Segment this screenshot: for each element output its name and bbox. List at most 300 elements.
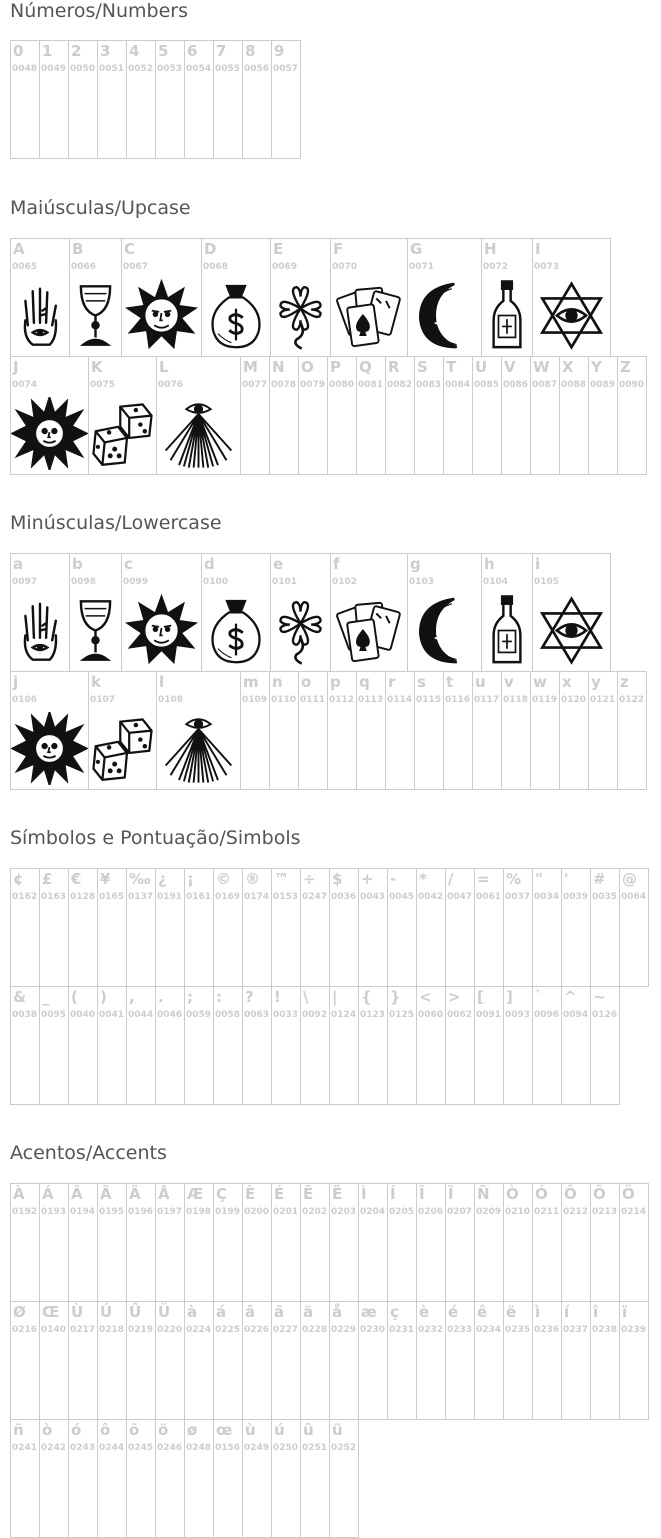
glyph-cell [69,238,122,357]
glyph-cell [387,1183,417,1302]
glyph-code: 0230 [360,1325,386,1335]
glyph-code: 0123 [360,1010,386,1020]
glyph-code: 0079 [300,380,326,390]
dice-icon [89,397,156,470]
glyph-code: 0120 [561,695,587,705]
glyph-code: 0042 [418,892,444,902]
glyph-character: Ø [13,1303,26,1321]
glyph-character: 2 [71,42,82,60]
glyph-character: $ [332,870,343,888]
glyph-code: 0096 [534,1010,560,1020]
glyph-cell [39,1419,69,1538]
glyph-code: 0054 [186,64,212,74]
glyph-code: 0193 [41,1207,67,1217]
glyph-character: x [562,673,572,691]
glyph-cell [501,671,531,790]
glyph-code: 0103 [409,577,435,587]
glyph-cell [300,1183,330,1302]
glyph-code: 0037 [505,892,531,902]
chalice-icon [70,594,121,667]
glyph-cell [481,238,533,357]
glyph-code: 0245 [128,1443,154,1453]
glyph-code: 0098 [71,577,97,587]
glyph-character: u [475,673,486,691]
glyph-code: 0055 [215,64,241,74]
glyph-cell [39,868,69,987]
glyph-character: Ú [100,1303,113,1321]
glyph-cell [271,1183,301,1302]
glyph-character: Ñ [477,1185,490,1203]
glyph-cell [213,1419,243,1538]
glyph-character: ö [158,1421,169,1439]
glyph-cell [184,1419,214,1538]
glyph-code: 0056 [244,64,270,74]
glyph-character: z [620,673,629,691]
glyph-code: 0242 [41,1443,67,1453]
glyph-code: 0227 [273,1325,299,1335]
glyph-code: 0073 [534,262,560,272]
glyph-code: 0224 [186,1325,212,1335]
glyph-character: + [361,870,374,888]
glyph-cell [10,553,70,672]
glyph-cell [68,1301,98,1420]
radiant-eye-icon [157,397,240,470]
glyph-code: 0161 [186,892,212,902]
glyph-cell [358,1183,388,1302]
glyph-character: F [333,240,344,258]
glyph-code: 0091 [476,1010,502,1020]
glyph-code: 0092 [302,1010,328,1020]
glyph-cell [242,1419,272,1538]
glyph-code: 0099 [123,577,149,587]
glyph-cell [474,1301,504,1420]
glyph-code: 0250 [273,1443,299,1453]
glyph-code: 0246 [157,1443,183,1453]
glyph-character: @ [622,870,637,888]
glyph-character: S [417,358,428,376]
glyph-cell [503,868,533,987]
glyph-cell [619,1301,649,1420]
glyph-code: 0239 [621,1325,647,1335]
glyph-cell [213,986,243,1105]
glyph-code: 0086 [503,380,529,390]
glyph-code: 0192 [12,1207,38,1217]
glyph-code: 0045 [389,892,415,902]
glyph-code: 0244 [99,1443,125,1453]
glyph-character: 7 [216,42,227,60]
glyph-cell [97,40,127,159]
glyph-code: 0211 [534,1207,560,1217]
glyph-character: Î [419,1185,425,1203]
glyph-code: 0174 [244,892,270,902]
glyph-cell [184,40,214,159]
glyph-cell [240,671,270,790]
glyph-cell [590,1301,620,1420]
glyph-cell [126,868,156,987]
glyph-code: 0235 [505,1325,531,1335]
potion-bottle-icon [482,279,532,352]
glyph-character: ; [187,988,193,1006]
glyph-character: 8 [245,42,256,60]
glyph-character: t [446,673,454,691]
glyph-cell [97,1301,127,1420]
glyph-cell [10,1301,40,1420]
glyph-character: Ù [71,1303,84,1321]
glyph-character: í [564,1303,570,1321]
glyph-code: 0108 [158,695,184,705]
glyph-code: 0038 [12,1010,38,1020]
glyph-code: 0204 [360,1207,386,1217]
glyph-code: 0036 [331,892,357,902]
glyph-character: s [417,673,426,691]
glyph-cell [532,238,611,357]
glyph-cell [201,238,271,357]
glyph-code: 0088 [561,380,587,390]
glyph-cell [213,40,243,159]
glyph-cell [358,1301,388,1420]
glyph-character: } [390,988,401,1006]
glyph-cell [155,40,185,159]
glyph-cell [414,671,444,790]
glyph-cell [271,1301,301,1420]
star-of-david-eye-icon [533,279,610,352]
chalice-icon [70,279,121,352]
glyph-cell [10,1419,40,1538]
glyph-cell [300,868,330,987]
blazing-sun-icon [11,712,88,785]
glyph-cell [121,553,202,672]
four-leaf-clover-icon [271,594,330,667]
glyph-cell [184,868,214,987]
glyph-cell [407,553,482,672]
glyph-code: 0049 [41,64,67,74]
glyph-character: f [333,555,340,573]
glyph-cell [387,986,417,1105]
blazing-sun-icon [11,397,88,470]
glyph-character: Ü [158,1303,171,1321]
glyph-code: 0217 [70,1325,96,1335]
glyph-character: q [359,673,370,691]
glyph-code: 0035 [592,892,618,902]
glyph-cell [242,868,272,987]
glyph-character: * [419,870,427,888]
star-of-david-eye-icon [533,594,610,667]
glyph-character: < [419,988,432,1006]
glyph-character: æ [361,1303,377,1321]
glyph-character: l [159,673,165,691]
glyph-cell [530,356,560,475]
glyph-code: 0062 [447,1010,473,1020]
glyph-code: 0226 [244,1325,270,1335]
glyph-cell [126,1419,156,1538]
glyph-cell [126,1183,156,1302]
glyph-cell [10,238,70,357]
glyph-character: r [388,673,396,691]
glyph-character: W [533,358,550,376]
glyph-cell [414,356,444,475]
glyph-code: 0140 [41,1325,67,1335]
glyph-character: ] [506,988,513,1006]
four-leaf-clover-icon [271,279,330,352]
glyph-character: L [159,358,169,376]
glyph-cell [559,356,589,475]
glyph-cell [213,1301,243,1420]
glyph-character: á [216,1303,227,1321]
glyph-character: # [593,870,606,888]
glyph-character: ò [42,1421,53,1439]
glyph-character: Ò [506,1185,519,1203]
glyph-character: Ì [361,1185,367,1203]
glyph-code: 0068 [203,262,229,272]
glyph-cell [201,553,271,672]
glyph-character: È [245,1185,256,1203]
glyph-cell [356,671,386,790]
glyph-character: , [129,988,135,1006]
glyph-cell [68,986,98,1105]
glyph-code: 0234 [476,1325,502,1335]
glyph-code: 0063 [244,1010,270,1020]
glyph-code: 0163 [41,892,67,902]
glyph-cell [271,1419,301,1538]
glyph-character: H [484,240,497,258]
glyph-character: p [330,673,341,691]
glyph-cell [358,986,388,1105]
glyph-cell [269,356,299,475]
glyph-code: 0089 [590,380,616,390]
glyph-code: 0061 [476,892,502,902]
glyph-character: ç [390,1303,399,1321]
glyph-character: ™ [274,870,289,888]
glyph-cell [385,671,415,790]
hamsa-hand-icon [11,594,69,667]
glyph-cell [561,986,591,1105]
glyph-character: Æ [187,1185,204,1203]
glyph-character: ø [187,1421,198,1439]
glyph-character: n [272,673,283,691]
glyph-character: Ç [216,1185,228,1203]
glyph-character: ì [535,1303,541,1321]
glyph-character: ê [477,1303,488,1321]
glyph-cell [330,553,408,672]
glyph-character: = [477,870,490,888]
glyph-cell [416,1183,446,1302]
glyph-code: 0040 [70,1010,96,1020]
glyph-character: : [216,988,222,1006]
glyph-cell [561,868,591,987]
glyph-cell [472,671,502,790]
glyph-code: 0047 [447,892,473,902]
section-title-numbers: Números/Numbers [10,0,188,22]
glyph-code: 0220 [157,1325,183,1335]
glyph-character: j [13,673,19,691]
section-title-upcase: Maiúsculas/Upcase [10,197,191,219]
glyph-code: 0039 [563,892,589,902]
glyph-code: 0102 [332,577,358,587]
glyph-code: 0214 [621,1207,647,1217]
glyph-cell [327,356,357,475]
glyph-character: G [410,240,423,258]
glyph-code: 0125 [389,1010,415,1020]
glyph-code: 0195 [99,1207,125,1217]
glyph-character: h [484,555,495,573]
glyph-code: 0084 [445,380,471,390]
glyph-code: 0070 [332,262,358,272]
glyph-cell [561,1301,591,1420]
glyph-character: { [361,988,372,1006]
glyph-character: A [13,240,25,258]
glyph-cell [501,356,531,475]
glyph-cell [481,553,533,672]
glyph-code: 0128 [70,892,96,902]
glyph-character: â [245,1303,256,1321]
glyph-cell [242,1301,272,1420]
glyph-character: - [390,870,397,888]
glyph-code: 0105 [534,577,560,587]
glyph-cell [121,238,202,357]
crescent-moon-face-icon [408,279,481,352]
glyph-code: 0058 [215,1010,241,1020]
glyph-character: D [204,240,217,258]
glyph-code: 0111 [300,695,326,705]
glyph-character: ú [274,1421,285,1439]
glyph-code: 0115 [416,695,442,705]
glyph-cell [532,1183,562,1302]
glyph-code: 0236 [534,1325,560,1335]
glyph-code: 0044 [128,1010,154,1020]
playing-cards-icon [331,279,407,352]
glyph-code: 0053 [157,64,183,74]
glyph-character: T [446,358,457,376]
glyph-code: 0046 [157,1010,183,1020]
glyph-character: O [301,358,314,376]
glyph-code: 0162 [12,892,38,902]
glyph-cell [330,238,408,357]
glyph-code: 0122 [619,695,645,705]
glyph-character: É [274,1185,285,1203]
glyph-code: 0124 [331,1010,357,1020]
glyph-cell [445,868,475,987]
glyph-code: 0225 [215,1325,241,1335]
glyph-code: 0237 [563,1325,589,1335]
glyph-cell [126,986,156,1105]
radiant-eye-icon [157,712,240,785]
glyph-character: X [562,358,574,376]
glyph-code: 0207 [447,1207,473,1217]
glyph-cell [97,1419,127,1538]
glyph-character: c [124,555,133,573]
glyph-cell [88,356,157,475]
glyph-code: 0052 [128,64,154,74]
glyph-character: ï [622,1303,628,1321]
glyph-code: 0077 [242,380,268,390]
glyph-cell [298,356,328,475]
glyph-cell [532,1301,562,1420]
glyph-cell [532,553,611,672]
glyph-code: 0119 [532,695,558,705]
glyph-code: 0048 [12,64,38,74]
glyph-character: ~ [593,988,606,1006]
glyph-character: Ï [448,1185,454,1203]
glyph-character: Ó [535,1185,548,1203]
glyph-cell [155,986,185,1105]
glyph-character: m [243,673,259,691]
glyph-code: 0097 [12,577,38,587]
glyph-character: ¿ [158,870,167,888]
glyph-character: > [448,988,461,1006]
glyph-character: N [272,358,285,376]
money-bag-icon [202,594,270,667]
glyph-cell [68,1183,98,1302]
glyph-code: 0081 [358,380,384,390]
glyph-character: ÷ [303,870,316,888]
glyph-code: 0057 [273,64,299,74]
glyph-character: å [332,1303,343,1321]
glyph-cell [10,356,89,475]
glyph-code: 0232 [418,1325,444,1335]
glyph-cell [39,40,69,159]
glyph-cell [407,238,482,357]
glyph-character: © [216,870,231,888]
glyph-character: ü [332,1421,343,1439]
glyph-cell [590,868,620,987]
glyph-cell [155,1183,185,1302]
glyph-cell [240,356,270,475]
glyph-cell [329,1183,359,1302]
glyph-cell [10,40,40,159]
glyph-code: 0051 [99,64,125,74]
glyph-cell [155,1419,185,1538]
glyph-cell [270,238,331,357]
glyph-code: 0200 [244,1207,270,1217]
glyph-cell [88,671,157,790]
glyph-code: 0121 [590,695,616,705]
glyph-cell [126,40,156,159]
glyph-character: ! [274,988,281,1006]
glyph-cell [327,671,357,790]
glyph-cell [10,868,40,987]
glyph-code: 0093 [505,1010,531,1020]
glyph-cell [443,671,473,790]
glyph-cell [271,986,301,1105]
glyph-cell [242,986,272,1105]
glyph-cell [213,1183,243,1302]
glyph-character: & [13,988,27,1006]
glyph-cell [445,1183,475,1302]
glyph-code: 0126 [592,1010,618,1020]
glyph-character: œ [216,1421,233,1439]
glyph-character: Y [591,358,602,376]
glyph-character: v [504,673,514,691]
glyph-character: Û [129,1303,142,1321]
playing-cards-icon [331,594,407,667]
glyph-cell [68,40,98,159]
glyph-cell [242,40,272,159]
glyph-code: 0075 [90,380,116,390]
glyph-cell [329,986,359,1105]
glyph-code: 0087 [532,380,558,390]
glyph-character: ) [100,988,107,1006]
glyph-character: Å [158,1185,170,1203]
glyph-cell [300,1419,330,1538]
glyph-code: 0248 [186,1443,212,1453]
glyph-character: ë [506,1303,517,1321]
glyph-cell [590,986,620,1105]
glyph-character: ® [245,870,260,888]
glyph-code: 0209 [476,1207,502,1217]
glyph-code: 0247 [302,892,328,902]
glyph-character: \ [303,988,309,1006]
glyph-code: 0071 [409,262,435,272]
